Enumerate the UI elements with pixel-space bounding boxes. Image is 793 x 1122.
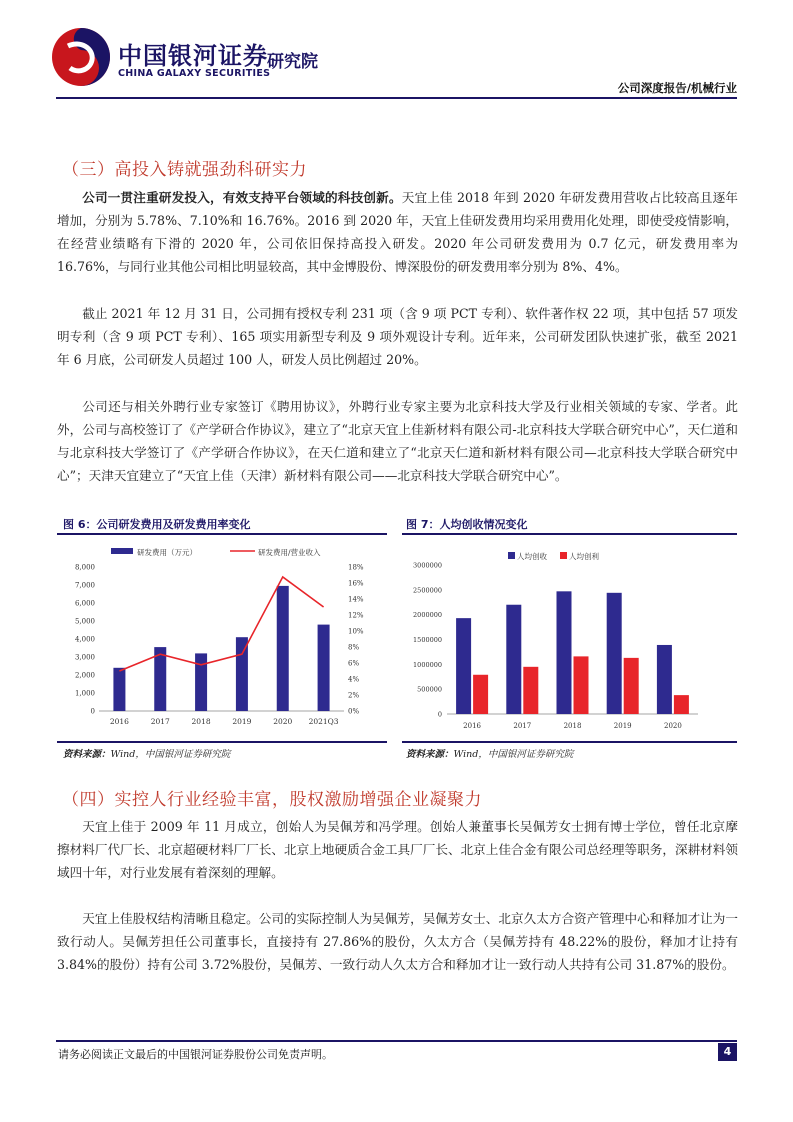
paragraph: 天宜上佳于 2009 年 11 月成立，创始人为吴佩芳和冯学理。创始人兼董事长吴佩芳女士拥有博士学位，曾任北京摩擦材料厂代厂长、北京超硬材料厂厂长、北京上地硬质合金工具厂厂长、北京上佳合金有限公司总经理等职务，深耕材料领域四十年，对行业发展有着深刻的理解。 (57, 819, 738, 880)
paragraph-body: 天宜上佳 2018 年到 2020 年研发费用营收占比较高且逐年增加，分别为 5.78%、7.10%和 16.76%。2016 到 2020 年，天宜上佳研发费用均采用费用化处理，即使受疫情影响，在经营业绩略有下滑的 2020 年，公司依旧保持高投入研发。2020 年公司研发费用为 0.7 亿元，研发费用率为 16.76%，与同行业其他公司相比明显较高，其中金博股份、博深股份的研发费用率分别为 8%、4%。 (57, 190, 738, 274)
rd-expense-chart (57, 536, 387, 736)
y-right-tick-label: 12% (348, 611, 364, 620)
rd-expense-bar (195, 653, 207, 711)
legend-swatch-s2 (560, 552, 567, 559)
rd-expense-bar (277, 586, 289, 711)
profit-per-capita-bar (674, 695, 689, 714)
revenue-per-capita-bar (506, 605, 521, 714)
figure-rule (402, 533, 737, 535)
galaxy-logo-icon (50, 26, 112, 88)
figure-rule (402, 741, 737, 743)
y-right-tick-label: 18% (348, 563, 364, 572)
figure-6-title: 图 6：公司研发费用及研发费用率变化 (63, 518, 251, 531)
figure-7-title: 图 7：人均创收情况变化 (406, 518, 528, 531)
y-right-tick-label: 16% (348, 579, 364, 588)
y-left-tick-label: 1,000 (74, 689, 95, 698)
rd-expense-bar (113, 668, 125, 711)
revenue-per-capita-bar (456, 618, 471, 714)
source-label: 资料来源： (63, 749, 111, 760)
x-tick-label: 2020 (663, 722, 682, 730)
y-right-tick-label: 2% (348, 691, 360, 700)
brand-name-en: CHINA GALAXY SECURITIES (118, 68, 271, 79)
y-left-tick-label: 2,000 (74, 671, 95, 680)
rd-expense-bar (236, 637, 248, 711)
source-label: 资料来源： (406, 749, 454, 760)
revenue-per-capita-bar (657, 645, 672, 714)
y-tick-label: 1000000 (413, 660, 442, 669)
paragraph: 天宜上佳股权结构清晰且稳定。公司的实际控制人为吴佩芳，吴佩芳女士、北京久太方合资产管理中心和释加才让为一致行动人。吴佩芳担任公司董事长，直接持有 27.86%的股份，久太方合（吴佩芳持有 48.22%的股份，释加才让持有 3.84%的股份）持有公司 3.72%股份，吴佩芳、一致行动人久太方合和释加才让一致行动人共持有公司 31.87%的股份。 (57, 911, 738, 972)
profit-per-capita-bar (473, 675, 488, 714)
y-right-tick-label: 10% (348, 627, 364, 636)
y-left-tick-label: 0 (90, 707, 95, 716)
x-tick-label: 2019 (232, 717, 252, 726)
x-tick-label: 2016 (109, 717, 129, 726)
paragraph: 截止 2021 年 12 月 31 日，公司拥有授权专利 231 项（含 9 项 PCT 专利）、软件著作权 22 项，其中包括 57 项发明专利（含 9 项 PCT 专利）、165 项实用新型专利及 9 项外观设计专利。近年来，公司研发团队快速扩张，截至 2021 年 6 月底，公司研发人员超过 100 人，研发人员比例超过 20%。 (57, 306, 738, 367)
x-tick-label: 2017 (150, 717, 170, 726)
y-tick-label: 1500000 (413, 636, 442, 644)
x-tick-label: 2016 (463, 722, 482, 730)
y-tick-label: 0 (437, 710, 442, 719)
header-rule (56, 97, 737, 99)
y-right-tick-label: 14% (348, 595, 364, 604)
rd-ratio-line (119, 577, 323, 671)
y-left-tick-label: 6,000 (74, 599, 95, 608)
legend-swatch-s1 (508, 552, 515, 559)
page-number: 4 (718, 1043, 737, 1061)
y-left-tick-label: 5,000 (74, 617, 95, 626)
figure-source (406, 746, 573, 760)
y-left-tick-label: 4,000 (74, 635, 95, 644)
x-tick-label: 2021Q3 (308, 717, 339, 726)
figure-rule (57, 533, 387, 535)
x-tick-label: 2017 (513, 722, 532, 730)
y-right-tick-label: 0% (348, 707, 360, 716)
y-left-tick-label: 3,000 (74, 653, 95, 662)
legend-label: 研发费用/营业收入 (258, 548, 321, 557)
report-type: 公司深度报告/机械行业 (617, 81, 737, 95)
revenue-per-capita-bar (607, 593, 622, 714)
y-right-tick-label: 4% (348, 675, 360, 684)
source-text: Wind，中国银河证券研究院 (110, 749, 231, 760)
legend-label: 研发费用（万元） (137, 548, 197, 557)
x-tick-label: 2018 (191, 717, 211, 726)
legend-label: 人均创收 (517, 552, 547, 561)
revenue-per-capita-bar (557, 591, 572, 714)
per-capita-revenue-chart (402, 536, 737, 736)
section-heading: （三）高投入铸就强劲科研实力 (62, 160, 307, 180)
x-tick-label: 2018 (563, 722, 582, 730)
figure-source (63, 746, 230, 760)
figure-rule (57, 741, 387, 743)
footer-disclaimer: 请务必阅读正文最后的中国银河证券股份公司免责声明。 (58, 1048, 333, 1061)
y-tick-label: 3000000 (413, 561, 442, 570)
profit-per-capita-bar (523, 667, 538, 714)
rd-expense-bar (318, 625, 330, 711)
source-text: Wind，中国银河证券研究院 (453, 749, 574, 760)
footer-rule (56, 1040, 737, 1042)
y-left-tick-label: 8,000 (74, 563, 95, 572)
x-tick-label: 2019 (613, 722, 632, 730)
section-heading: （四）实控人行业经验丰富，股权激励增强企业凝聚力 (62, 790, 482, 810)
y-right-tick-label: 8% (348, 643, 360, 652)
paragraph: 公司还与相关外聘行业专家签订《聘用协议》，外聘行业专家主要为北京科技大学及行业相关领域的专家、学者。此外，公司与高校签订了《产学研合作协议》，建立了“北京天宜上佳新材料有限公司-北京科技大学联合研究中心”，天仁道和与北京科技大学签订了《产学研合作协议》，在天仁道和建立了“北京天仁道和新材料有限公司—北京科技大学联合研究中心”；天津天宜建立了“天宜上佳（天津）新材料有限公司——北京科技大学联合研究中心”。 (57, 399, 738, 483)
legend-swatch-bar (111, 548, 133, 554)
paragraph (57, 186, 738, 278)
x-tick-label: 2020 (273, 717, 293, 726)
paragraph-lead: 公司一贯注重研发投入，有效支持平台领域的科技创新。 (82, 190, 402, 205)
y-tick-label: 2500000 (413, 586, 442, 595)
y-right-tick-label: 6% (348, 659, 360, 668)
profit-per-capita-bar (624, 658, 639, 714)
y-tick-label: 2000000 (413, 611, 442, 620)
brand-institute: 研究院 (267, 52, 318, 72)
legend-label: 人均创利 (569, 552, 599, 561)
y-left-tick-label: 7,000 (74, 581, 95, 590)
brand-name-cn: 中国银河证券 (118, 42, 268, 70)
profit-per-capita-bar (574, 656, 589, 714)
y-tick-label: 500000 (417, 685, 442, 694)
